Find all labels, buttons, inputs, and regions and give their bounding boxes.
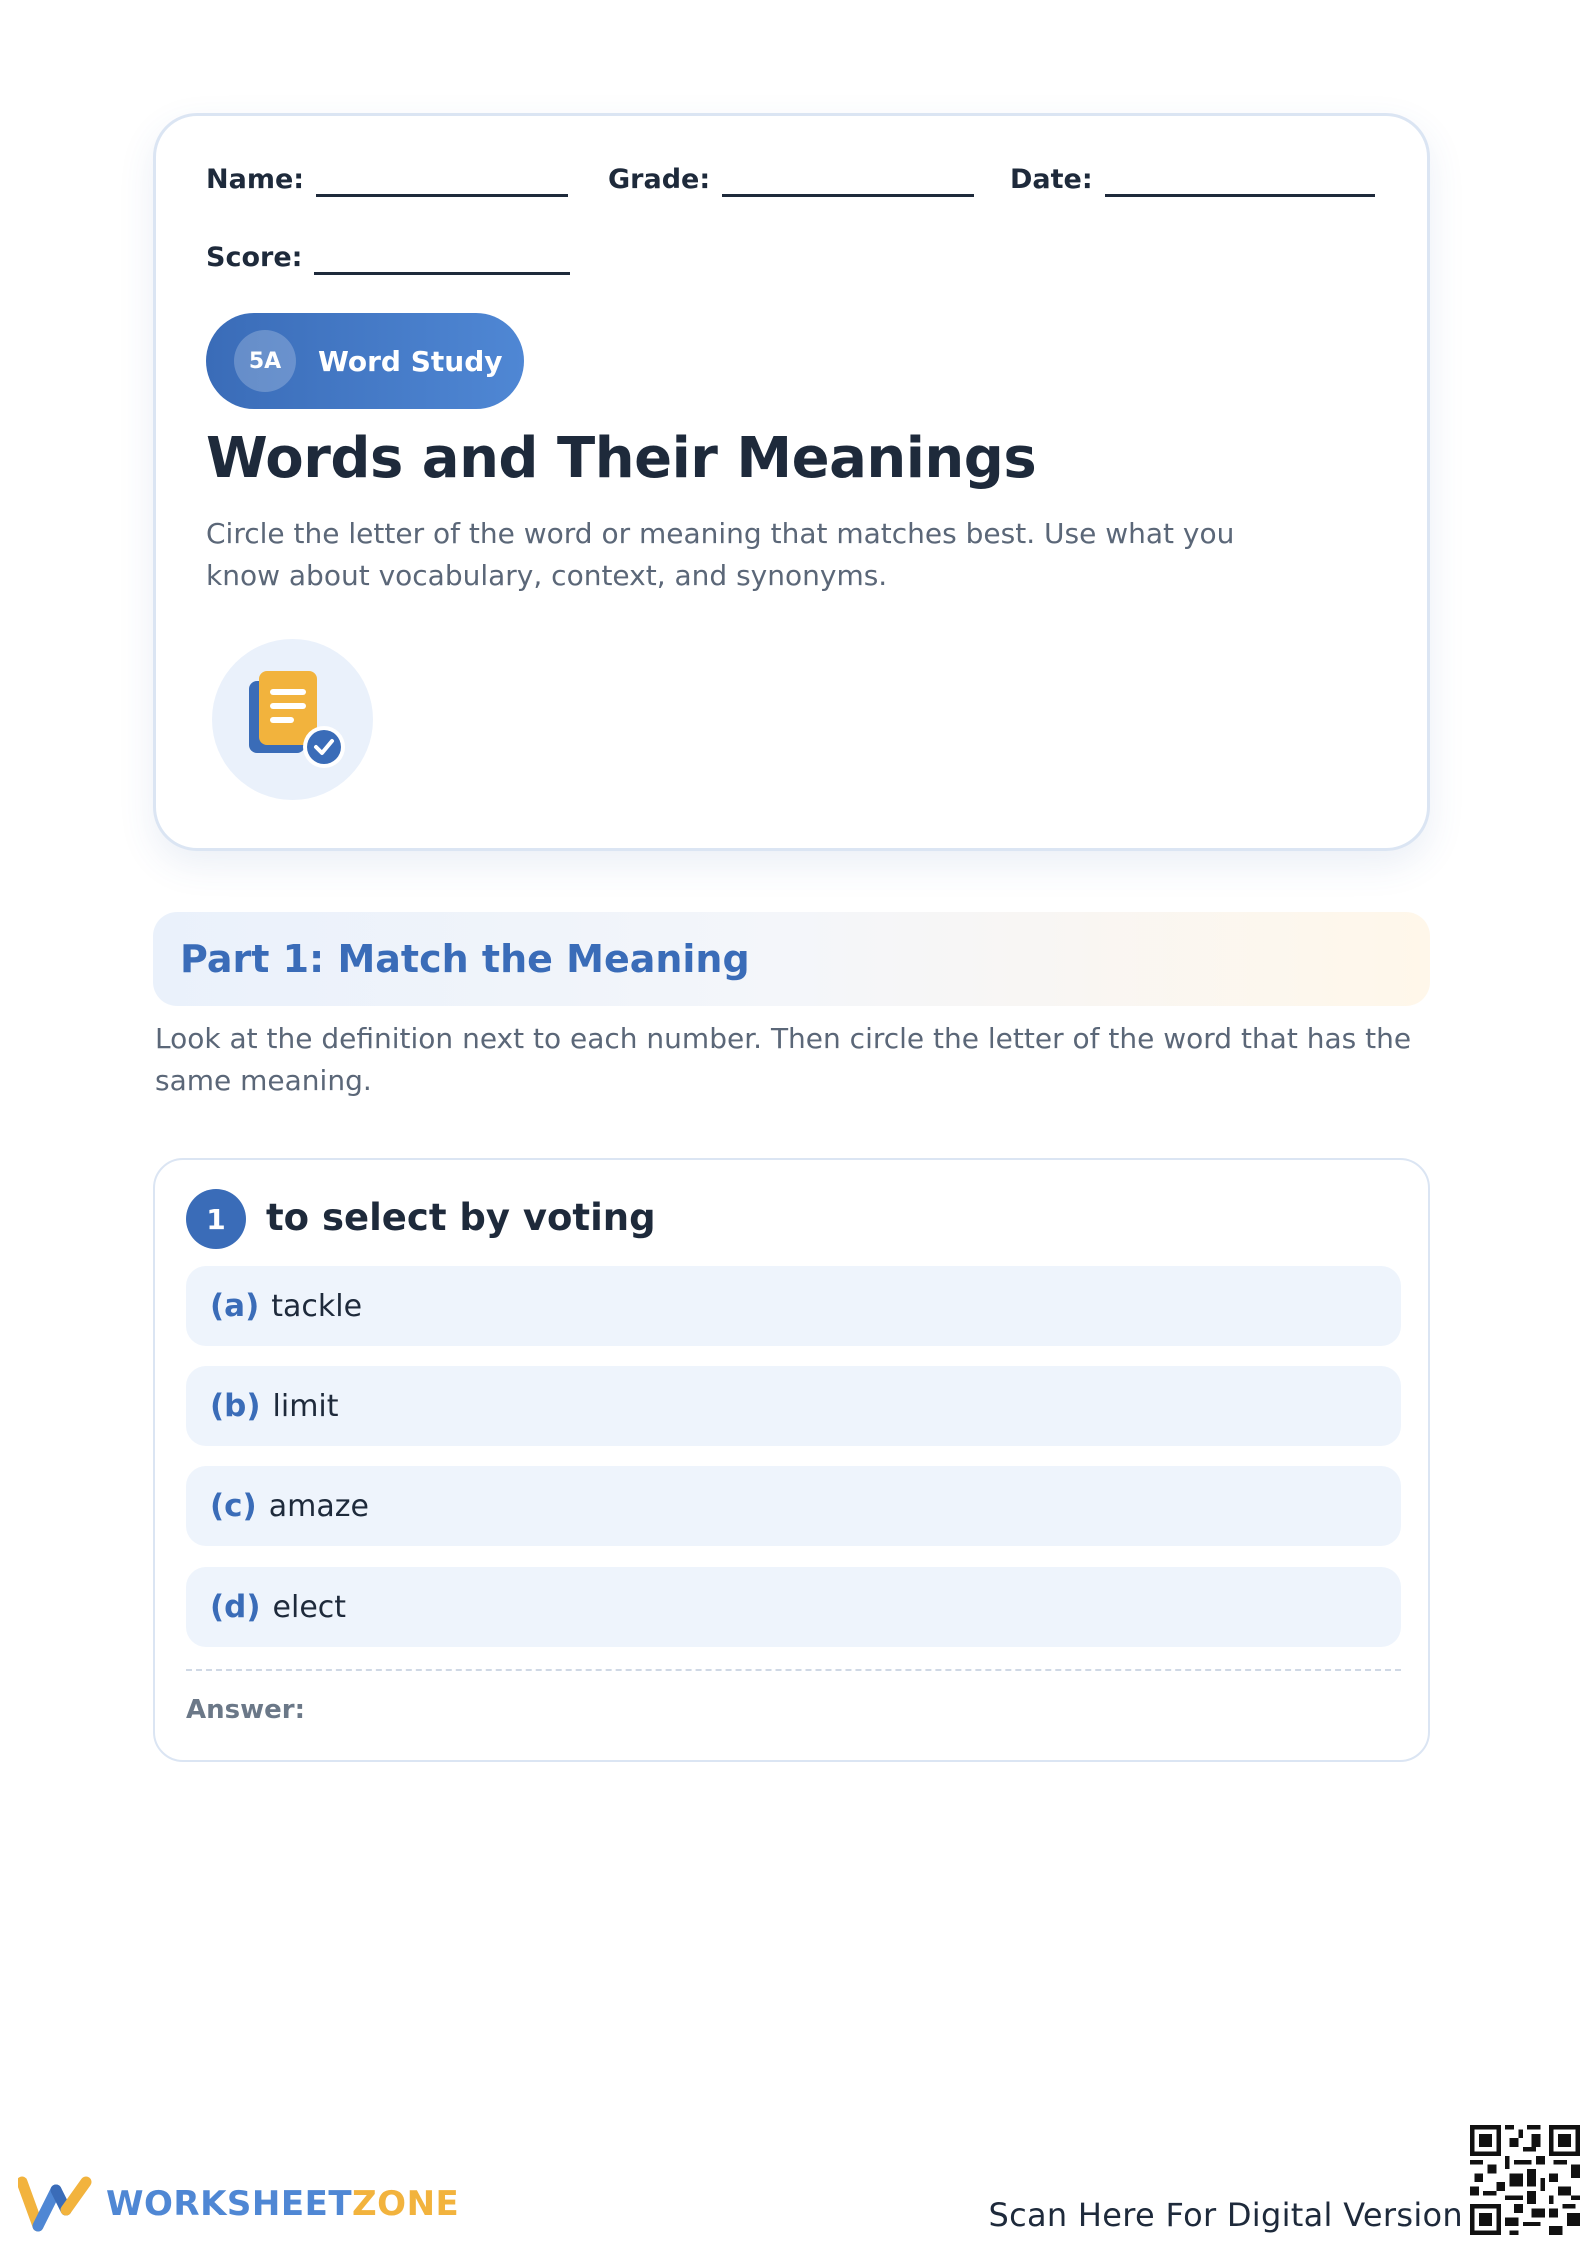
score-field[interactable] bbox=[206, 242, 570, 273]
option-a[interactable] bbox=[186, 1266, 1401, 1346]
option-letter: (a) bbox=[210, 1288, 260, 1324]
option-text: tackle bbox=[271, 1288, 363, 1324]
grade-field[interactable] bbox=[608, 164, 974, 195]
brand-name-part1: WORKSHEET bbox=[106, 2184, 353, 2224]
name-field[interactable] bbox=[206, 164, 568, 195]
section-header bbox=[153, 912, 1430, 1006]
date-line[interactable] bbox=[1105, 192, 1375, 197]
section-title: Part 1: Match the Meaning bbox=[180, 937, 750, 981]
option-b[interactable] bbox=[186, 1366, 1401, 1446]
worksheetzone-logo-icon bbox=[18, 2176, 92, 2232]
brand-logo[interactable] bbox=[18, 2176, 459, 2232]
grade-line[interactable] bbox=[722, 192, 974, 197]
option-text: elect bbox=[272, 1589, 347, 1625]
answer-label[interactable]: Answer: bbox=[186, 1695, 305, 1725]
question-card bbox=[153, 1158, 1430, 1762]
header-card bbox=[153, 113, 1430, 851]
name-label: Name: bbox=[206, 164, 305, 195]
worksheet-icon-circle bbox=[212, 639, 373, 800]
document-check-icon bbox=[212, 639, 373, 800]
option-letter: (c) bbox=[210, 1488, 257, 1524]
option-text: amaze bbox=[268, 1488, 369, 1524]
question-number: 1 bbox=[186, 1189, 246, 1249]
date-field[interactable] bbox=[1010, 164, 1375, 195]
answer-divider bbox=[186, 1669, 1401, 1671]
option-d[interactable] bbox=[186, 1567, 1401, 1647]
brand-name bbox=[106, 2184, 459, 2224]
score-label: Score: bbox=[206, 242, 303, 273]
option-letter: (d) bbox=[210, 1589, 261, 1625]
scan-instruction: Scan Here For Digital Version bbox=[988, 2196, 1463, 2234]
name-line[interactable] bbox=[316, 192, 568, 197]
option-letter: (b) bbox=[210, 1388, 261, 1424]
question-prompt: to select by voting bbox=[266, 1196, 656, 1239]
date-label: Date: bbox=[1010, 164, 1093, 195]
qr-code-icon[interactable] bbox=[1470, 2125, 1580, 2235]
brand-name-part2: ZONE bbox=[352, 2184, 460, 2224]
badge-level: 5A bbox=[234, 330, 296, 392]
option-text: limit bbox=[272, 1388, 339, 1424]
page-subtitle: Circle the letter of the word or meaning that matches best. Use what you know about vocabulary, context, and synonyms. bbox=[206, 517, 1235, 592]
score-line[interactable] bbox=[314, 270, 570, 275]
page-title: Words and Their Meanings bbox=[206, 426, 1037, 491]
option-c[interactable] bbox=[186, 1466, 1401, 1546]
level-badge bbox=[206, 313, 524, 409]
badge-label: Word Study bbox=[318, 344, 503, 378]
grade-label: Grade: bbox=[608, 164, 711, 195]
section-description: Look at the definition next to each number. Then circle the letter of the word that has the same meaning. bbox=[155, 1022, 1412, 1097]
